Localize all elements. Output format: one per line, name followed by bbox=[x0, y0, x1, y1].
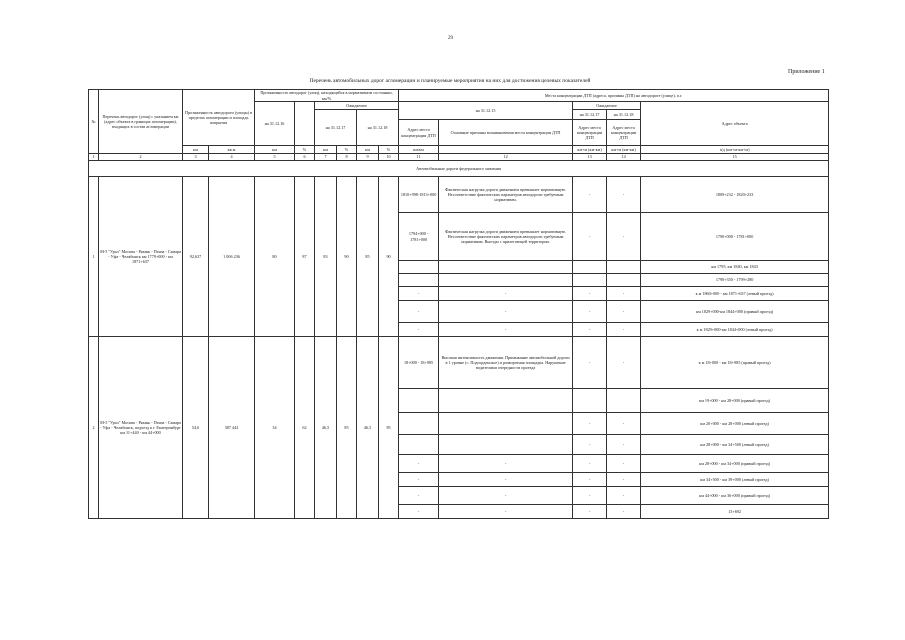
cell-dash: - bbox=[607, 213, 641, 261]
road-area: 387 442 bbox=[209, 337, 255, 519]
cell-empty bbox=[399, 389, 439, 413]
cell-empty bbox=[399, 435, 439, 455]
cell-dash: - bbox=[399, 323, 439, 337]
road-area: 1 006 236 bbox=[209, 177, 255, 337]
header-addr-conc-2: Адрес места концентрации ДТП bbox=[573, 120, 607, 146]
roads-table bbox=[88, 89, 829, 519]
object-addr: км 28+000 - км 34+500 (левый проезд) bbox=[641, 435, 829, 455]
header-date-2017: на 31.12.17 bbox=[315, 110, 357, 146]
cell-dash: - bbox=[399, 287, 439, 301]
object-addr: км 19+000 - км 28+000 (правый проезд) bbox=[641, 389, 829, 413]
cell-empty bbox=[439, 413, 573, 435]
cell-dash: - bbox=[439, 455, 573, 473]
cell-dash: - bbox=[573, 413, 607, 435]
cell-dash: - bbox=[399, 487, 439, 505]
cell-dash: - bbox=[399, 455, 439, 473]
road-num: 1 bbox=[89, 177, 99, 337]
object-addr: 1790+350 - 1799+280 bbox=[641, 274, 829, 287]
norm-pct-2018: 85 bbox=[379, 337, 399, 519]
object-addr: км 34+500 - км 39+000 (левый проезд) bbox=[641, 473, 829, 487]
cell-dash: - bbox=[607, 413, 641, 435]
object-addr: 13+692 bbox=[641, 505, 829, 519]
norm-pct-2016: 87 bbox=[295, 177, 315, 337]
cell-dash: - bbox=[607, 473, 641, 487]
unit-pct: % bbox=[337, 146, 357, 154]
cell-dash: - bbox=[607, 505, 641, 519]
cell-empty bbox=[399, 413, 439, 435]
conc-reason: Фактическая нагрузка дороги движением превышает нормативную. Несоответствие фактических параметров автодороги требуемым нормативам. bbox=[439, 177, 573, 213]
norm-km-2018: 46,5 bbox=[357, 337, 379, 519]
cell-dash: - bbox=[607, 287, 641, 301]
cell-empty bbox=[607, 274, 641, 287]
cell-dash: - bbox=[573, 323, 607, 337]
object-addr: км 28+000 - км 34+000 (правый проезд) bbox=[641, 455, 829, 473]
col-number: 8 bbox=[337, 154, 357, 161]
cell-dash: - bbox=[573, 455, 607, 473]
norm-pct-2016: 62 bbox=[295, 337, 315, 519]
col-number: 15 bbox=[641, 154, 829, 161]
unit-km: км bbox=[315, 146, 337, 154]
header-places: Места концентрации ДТП (адреса, причины ДТП) на автодороге (улице), п.г. bbox=[399, 90, 829, 102]
column-numbers-row bbox=[89, 154, 829, 161]
header-date-2018b: на 31.12.18 bbox=[607, 110, 641, 120]
col-number: 12 bbox=[439, 154, 573, 161]
object-addr: 1809+232 - 1820+233 bbox=[641, 177, 829, 213]
object-addr: км 1829+000-км 1844+000 (правый проезд) bbox=[641, 301, 829, 323]
header-date-2018: на 31.12.18 bbox=[357, 110, 399, 146]
object-addr: км 20+000 - км 28+000 (левый проезд) bbox=[641, 413, 829, 435]
col-number: 1 bbox=[89, 154, 99, 161]
cell-dash: - bbox=[573, 213, 607, 261]
unit-km-m: км+м (км-км) bbox=[607, 146, 641, 154]
cell-dash: - bbox=[439, 473, 573, 487]
section-title: Автомобильные дороги федерального значения bbox=[89, 161, 829, 177]
header-date-2017b: на 31.12.17 bbox=[573, 110, 607, 120]
unit-km-m: км+м (км-км) bbox=[573, 146, 607, 154]
road-length: 92,637 bbox=[183, 177, 209, 337]
cell-dash: - bbox=[439, 287, 573, 301]
unit-pct: % bbox=[379, 146, 399, 154]
cell-dash: - bbox=[607, 435, 641, 455]
cell-dash: - bbox=[399, 473, 439, 487]
norm-km-2016: 80 bbox=[255, 177, 295, 337]
cell-dash: - bbox=[573, 337, 607, 389]
cell-dash: - bbox=[399, 505, 439, 519]
norm-km-2017: 83 bbox=[315, 177, 337, 337]
cell-dash: - bbox=[439, 323, 573, 337]
cell-empty bbox=[573, 389, 607, 413]
norm-km-2018: 85 bbox=[357, 177, 379, 337]
col-number: 13 bbox=[573, 154, 607, 161]
header-length: Протяженность автодороги (улицы) в пределах агломерации и площадь покрытия bbox=[183, 90, 255, 146]
cell-dash: - bbox=[607, 177, 641, 213]
norm-pct-2017: 90 bbox=[337, 177, 357, 337]
col-number: 10 bbox=[379, 154, 399, 161]
cell-dash: - bbox=[439, 487, 573, 505]
cell-empty bbox=[439, 389, 573, 413]
unit-kvm: кв.м bbox=[209, 146, 255, 154]
col-number: 9 bbox=[357, 154, 379, 161]
cell-dash: - bbox=[607, 455, 641, 473]
cell-dash: - bbox=[607, 301, 641, 323]
road-name: М-5 "Урал" Москва - Рязань - Пенза - Самара - Уфа - Челябинск, подъезд к г. Екатеринбург км 11+440 - км 44+000 bbox=[99, 337, 183, 519]
col-number: 3 bbox=[183, 154, 209, 161]
appendix-label: Приложение 1 bbox=[788, 69, 825, 75]
cell-empty bbox=[573, 261, 607, 274]
col-number: 4 bbox=[209, 154, 255, 161]
unit-km: км bbox=[183, 146, 209, 154]
road-num: 2 bbox=[89, 337, 99, 519]
cell-dash: - bbox=[573, 301, 607, 323]
cell-empty bbox=[439, 261, 573, 274]
conc-addr: 18+000 - 18+985 bbox=[399, 337, 439, 389]
unit-pct: % bbox=[295, 146, 315, 154]
cell-dash: - bbox=[573, 473, 607, 487]
cell-empty bbox=[399, 261, 439, 274]
unit-obj: а/д (км+м-км+м) bbox=[641, 146, 829, 154]
header-num: № bbox=[89, 90, 99, 154]
object-addr: 1790+000 - 1781+000 bbox=[641, 213, 829, 261]
header-reasons: Основные причины возникновения места концентрации ДТП bbox=[439, 120, 573, 146]
col-number: 2 bbox=[99, 154, 183, 161]
header-roads: Перечень автодорог (улиц) с указанием км (адрес объекта в границах агломерации), входящих в состав агломерации bbox=[99, 90, 183, 154]
cell-dash: - bbox=[439, 505, 573, 519]
cell-empty bbox=[607, 261, 641, 274]
cell-dash: - bbox=[573, 505, 607, 519]
cell-empty bbox=[439, 435, 573, 455]
unit-empty bbox=[439, 146, 573, 154]
col-number: 7 bbox=[315, 154, 337, 161]
header-addr-conc-3: Адрес места концентрации ДТП bbox=[607, 120, 641, 146]
conc-addr: 1794+000 - 1781+000 bbox=[399, 213, 439, 261]
norm-pct-2018: 90 bbox=[379, 177, 399, 337]
section-row bbox=[89, 161, 829, 177]
cell-dash: - bbox=[573, 435, 607, 455]
cell-dash: - bbox=[607, 337, 641, 389]
header-date-2016: на 31.12.16 bbox=[255, 102, 295, 146]
unit-kmkm: км/км bbox=[399, 146, 439, 154]
cell-empty bbox=[399, 274, 439, 287]
page-number: 29 bbox=[448, 36, 453, 41]
object-addr: км 1795, км 1840, км 1843 bbox=[641, 261, 829, 274]
cell-dash: - bbox=[573, 287, 607, 301]
conc-reason: Фактическая нагрузка дороги движением превышает нормативную. Несоответствие фактических параметров автодороги требуемым нормативам. Выезды с прилегающей территории. bbox=[439, 213, 573, 261]
conc-reason: Высокая интенсивность движения. Примыкание автомобильной дороги в 1 уровне (с. Подгорденское) и разворотная площадка. Нарушение водителями очередности проезда bbox=[439, 337, 573, 389]
cell-dash: - bbox=[399, 301, 439, 323]
cell-empty bbox=[573, 274, 607, 287]
units-row bbox=[89, 146, 829, 154]
cell-empty bbox=[607, 389, 641, 413]
road-name: М-5 "Урал" Москва - Рязань - Пенза - Самара - Уфа - Челябинск км 1779+000 - км 1871+637 bbox=[99, 177, 183, 337]
table-row bbox=[89, 177, 829, 213]
cell-dash: - bbox=[439, 301, 573, 323]
header-places-date: на 31.12.15 bbox=[399, 102, 573, 120]
cell-dash: - bbox=[573, 487, 607, 505]
object-addr: к м 18+000 - км 18+985 (правый проезд) bbox=[641, 337, 829, 389]
unit-km: км bbox=[255, 146, 295, 154]
document-title: Перечень автомобильных дорог агломерации и планируемые мероприятия на них для достижения целевых показателей bbox=[309, 78, 591, 84]
conc-addr: 1810+998-1813+000 bbox=[399, 177, 439, 213]
unit-km: км bbox=[357, 146, 379, 154]
col-number: 11 bbox=[399, 154, 439, 161]
table-row bbox=[89, 337, 829, 389]
header-object-addr: Адрес объекта bbox=[641, 102, 829, 146]
cell-dash: - bbox=[607, 487, 641, 505]
object-addr: к м 1829+000-км 1844+000 (левый проезд) bbox=[641, 323, 829, 337]
cell-empty bbox=[439, 274, 573, 287]
norm-km-2016: 34 bbox=[255, 337, 295, 519]
header-expected-2: Ожидаемое bbox=[573, 102, 641, 110]
object-addr: км 44+000 - км 36+000 (правый проезд) bbox=[641, 487, 829, 505]
header-norm-share: Протяженность автодорог (улиц), находящейся в нормативном состоянии, км/% bbox=[255, 90, 399, 102]
cell-dash: - bbox=[607, 323, 641, 337]
norm-km-2017: 46,5 bbox=[315, 337, 337, 519]
header-row bbox=[89, 90, 829, 102]
header-addr-conc: Адрес места концентрации ДТП bbox=[399, 120, 439, 146]
header-expected: Ожидаемое bbox=[315, 102, 399, 110]
cell-dash: - bbox=[573, 177, 607, 213]
road-length: 54,6 bbox=[183, 337, 209, 519]
col-number: 5 bbox=[255, 154, 295, 161]
norm-pct-2017: 85 bbox=[337, 337, 357, 519]
header-spacer bbox=[295, 102, 315, 146]
col-number: 14 bbox=[607, 154, 641, 161]
object-addr: к м 1860+000 - км 1871+637 (левый проезд) bbox=[641, 287, 829, 301]
col-number: 6 bbox=[295, 154, 315, 161]
